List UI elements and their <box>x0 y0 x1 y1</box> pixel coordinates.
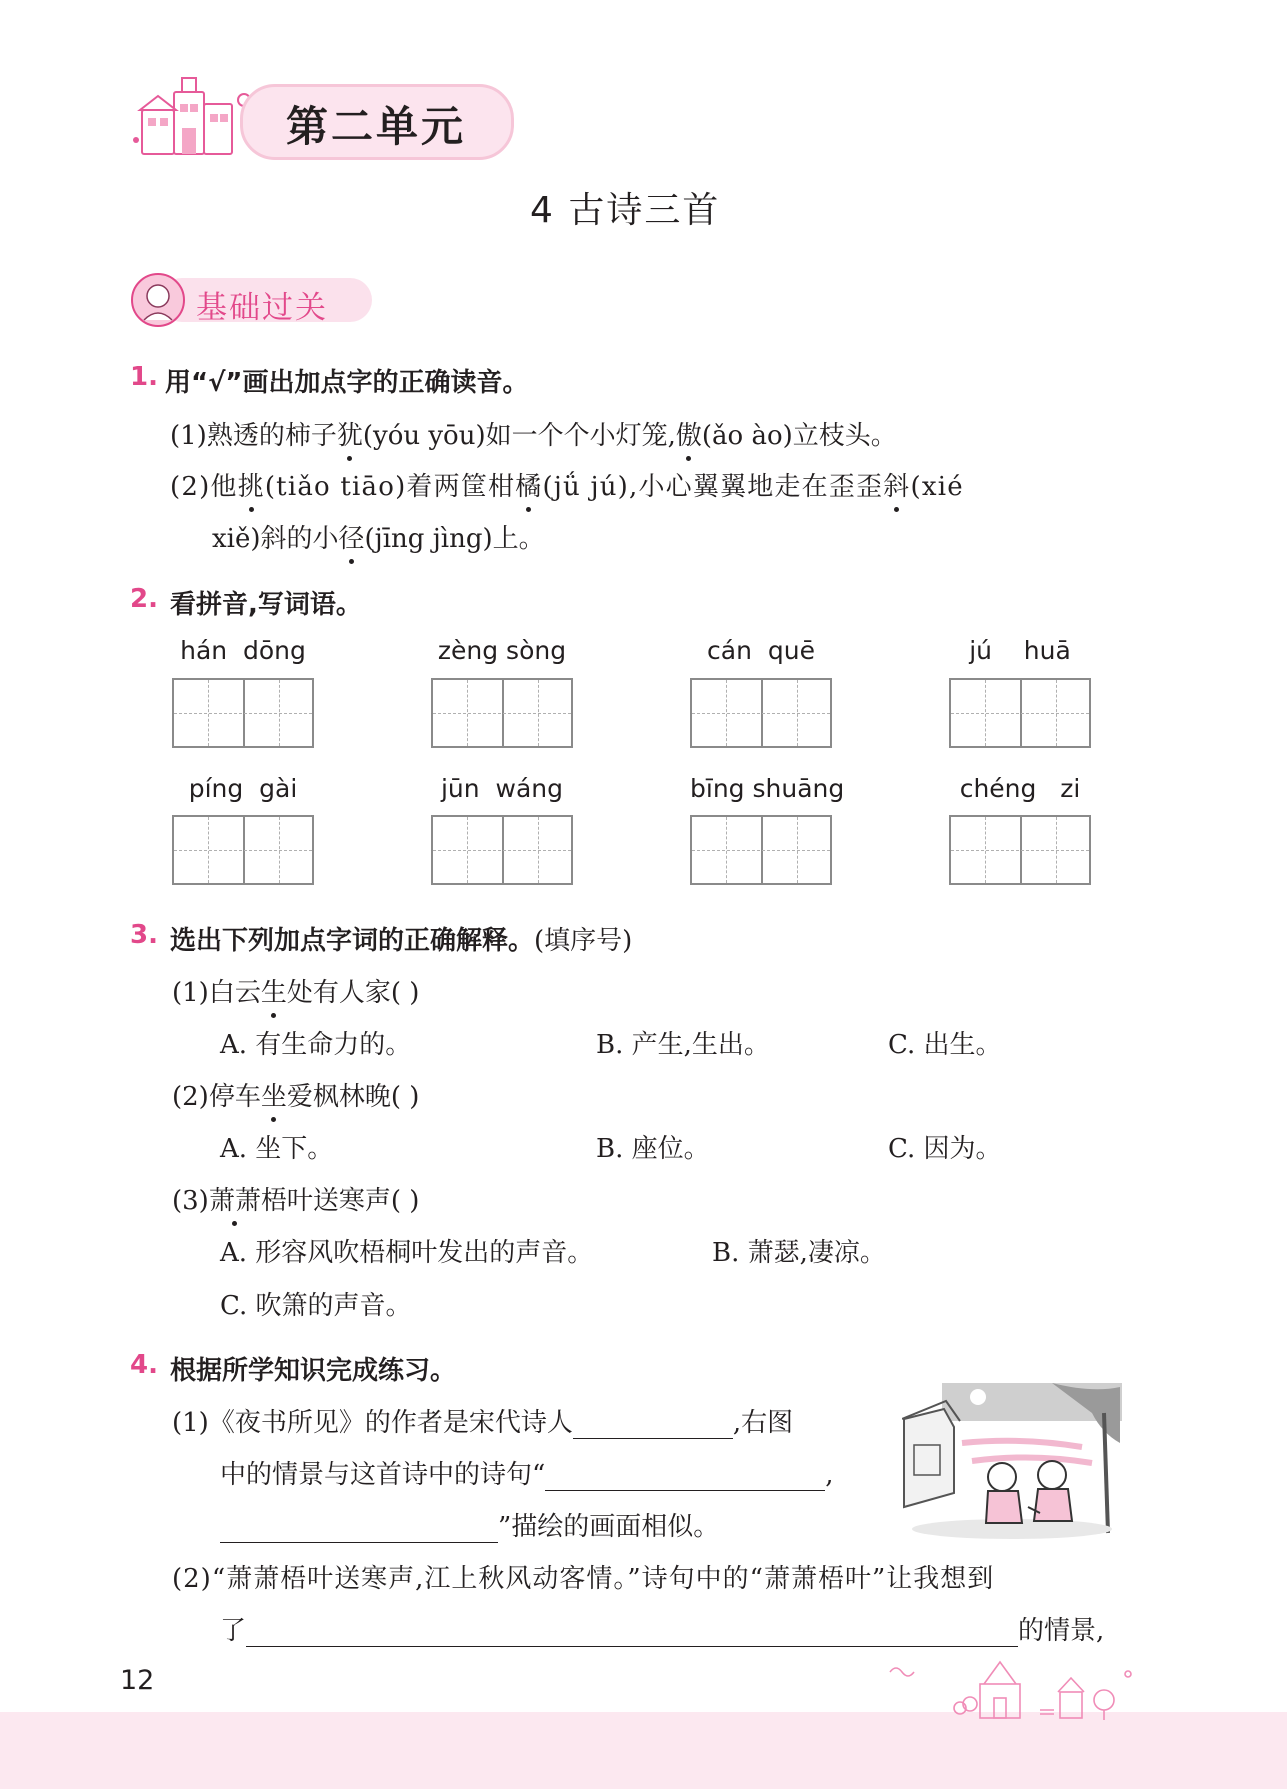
unit-title: 第二单元 <box>286 102 467 151</box>
q4-part-1-line-1 <box>172 1402 793 1439</box>
night-scene-illustration <box>902 1383 1124 1545</box>
q1-item-2 <box>170 466 964 503</box>
q3-sub-2 <box>172 1076 419 1113</box>
option-c: C. 出生。 <box>888 1030 1002 1060</box>
pinyin-label: jú huā <box>969 636 1071 665</box>
option-c: C. 吹箫的声音。 <box>220 1291 412 1321</box>
dotted-char: 犹 <box>337 415 363 452</box>
text: (3) <box>172 1186 209 1216</box>
q3-sub-1 <box>172 972 419 1009</box>
pinyin-label: bīng shuāng <box>690 774 845 803</box>
option-a: A. 形容风吹梧桐叶发出的声音。 <box>220 1238 594 1268</box>
text: 处有人家( ) <box>286 978 420 1008</box>
text: 梧叶送寒声( ) <box>260 1186 420 1216</box>
q1-item-2-continued <box>212 518 545 555</box>
pinyin-label: jūn wáng <box>440 774 563 803</box>
q4-part-2-line-1: (2)“萧萧梧叶送寒声,江上秋风动客情。”诗句中的“萧萧梧叶”让我想到 <box>172 1564 995 1594</box>
text: (tiǎo tiāo)着两筐柑 <box>264 472 516 502</box>
answer-blank[interactable] <box>220 1514 498 1543</box>
writing-grid[interactable] <box>690 815 832 885</box>
lesson-title: 4 古诗三首 <box>530 190 721 231</box>
writing-grid[interactable] <box>172 815 314 885</box>
writing-grid[interactable] <box>690 678 832 748</box>
pinyin-label: cán quē <box>707 636 815 665</box>
text: 爱枫林晚( ) <box>286 1082 420 1112</box>
text: (1)《夜书所见》的作者是宋代诗人 <box>172 1408 573 1438</box>
text: (jīng jìng)上。 <box>364 524 545 554</box>
q3-sub-3 <box>172 1180 419 1217</box>
q4-part-2-line-2 <box>220 1610 1104 1647</box>
page-number: 12 <box>120 1665 155 1696</box>
footer-band <box>0 1712 1287 1789</box>
option-c: C. 因为。 <box>888 1134 1002 1164</box>
question-title: 根据所学知识完成练习。 <box>170 1356 457 1386</box>
dotted-char: 挑 <box>238 466 265 503</box>
question-title: 用“√”画出加点字的正确读音。 <box>165 368 529 398</box>
pinyin-label: píng gài <box>188 774 298 803</box>
text: ,右图 <box>732 1408 794 1438</box>
text: 了 <box>220 1616 247 1646</box>
answer-blank[interactable] <box>573 1410 733 1439</box>
option-b: B. 座位。 <box>596 1134 710 1164</box>
question-number: 2. <box>130 584 158 614</box>
text: (1)熟透的柿子 <box>170 421 337 451</box>
writing-grid[interactable] <box>431 815 573 885</box>
option-b: B. 产生,生出。 <box>596 1030 770 1060</box>
text: (jǘ jú),小心翼翼地走在歪歪 <box>542 472 884 502</box>
text: 中的情景与这首诗中的诗句“ <box>220 1460 546 1490</box>
q4-part-1-line-3 <box>220 1506 719 1543</box>
q1-item-1 <box>170 415 897 452</box>
pinyin-label: zèng sòng <box>437 636 567 665</box>
pinyin-label: hán dōng <box>180 636 306 665</box>
question-number: 4. <box>130 1350 158 1380</box>
writing-grid[interactable] <box>172 678 314 748</box>
section-label: 基础过关 <box>196 290 328 326</box>
text: 的情景, <box>1018 1616 1105 1646</box>
q4-part-1-line-2 <box>220 1454 834 1491</box>
question-number: 1. <box>130 362 158 392</box>
option-a: A. 坐下。 <box>220 1134 334 1164</box>
pinyin-label: chéng zi <box>959 774 1081 803</box>
text: (xié <box>910 472 964 502</box>
text: ”描绘的画面相似。 <box>498 1512 720 1542</box>
writing-grid[interactable] <box>949 678 1091 748</box>
answer-blank[interactable] <box>246 1618 1018 1647</box>
dotted-char: 径 <box>339 518 365 555</box>
writing-grid[interactable] <box>431 678 573 748</box>
footer-castle-decoration-icon <box>880 1652 1170 1722</box>
writing-grid[interactable] <box>949 815 1091 885</box>
text: (ǎo ào)立枝头。 <box>701 421 897 451</box>
dotted-char: 斜 <box>883 466 910 503</box>
title-text: 选出下列加点字词的正确解释。 <box>170 926 535 956</box>
dotted-char: 坐 <box>261 1076 287 1113</box>
student-avatar-icon <box>130 272 186 328</box>
option-a: A. 有生命力的。 <box>220 1030 412 1060</box>
question-number: 3. <box>130 920 158 950</box>
dotted-char: 傲 <box>676 415 702 452</box>
option-b: B. 萧瑟,凄凉。 <box>712 1238 886 1268</box>
text: , <box>825 1460 834 1490</box>
question-title: 看拼音,写词语。 <box>170 590 362 620</box>
text: (2)停车 <box>172 1082 261 1112</box>
text: xiě)斜的小 <box>212 524 339 554</box>
question-title <box>170 920 632 957</box>
answer-blank[interactable] <box>545 1462 825 1491</box>
text: (1)白云 <box>172 978 261 1008</box>
text: (yóu yōu)如一个个小灯笼, <box>362 421 676 451</box>
title-note: (填序号) <box>534 926 633 956</box>
dotted-char: 橘 <box>515 466 542 503</box>
dotted-chars: 萧萧 <box>209 1180 261 1217</box>
dotted-char: 生 <box>261 972 287 1009</box>
text: (2)他 <box>170 472 238 502</box>
